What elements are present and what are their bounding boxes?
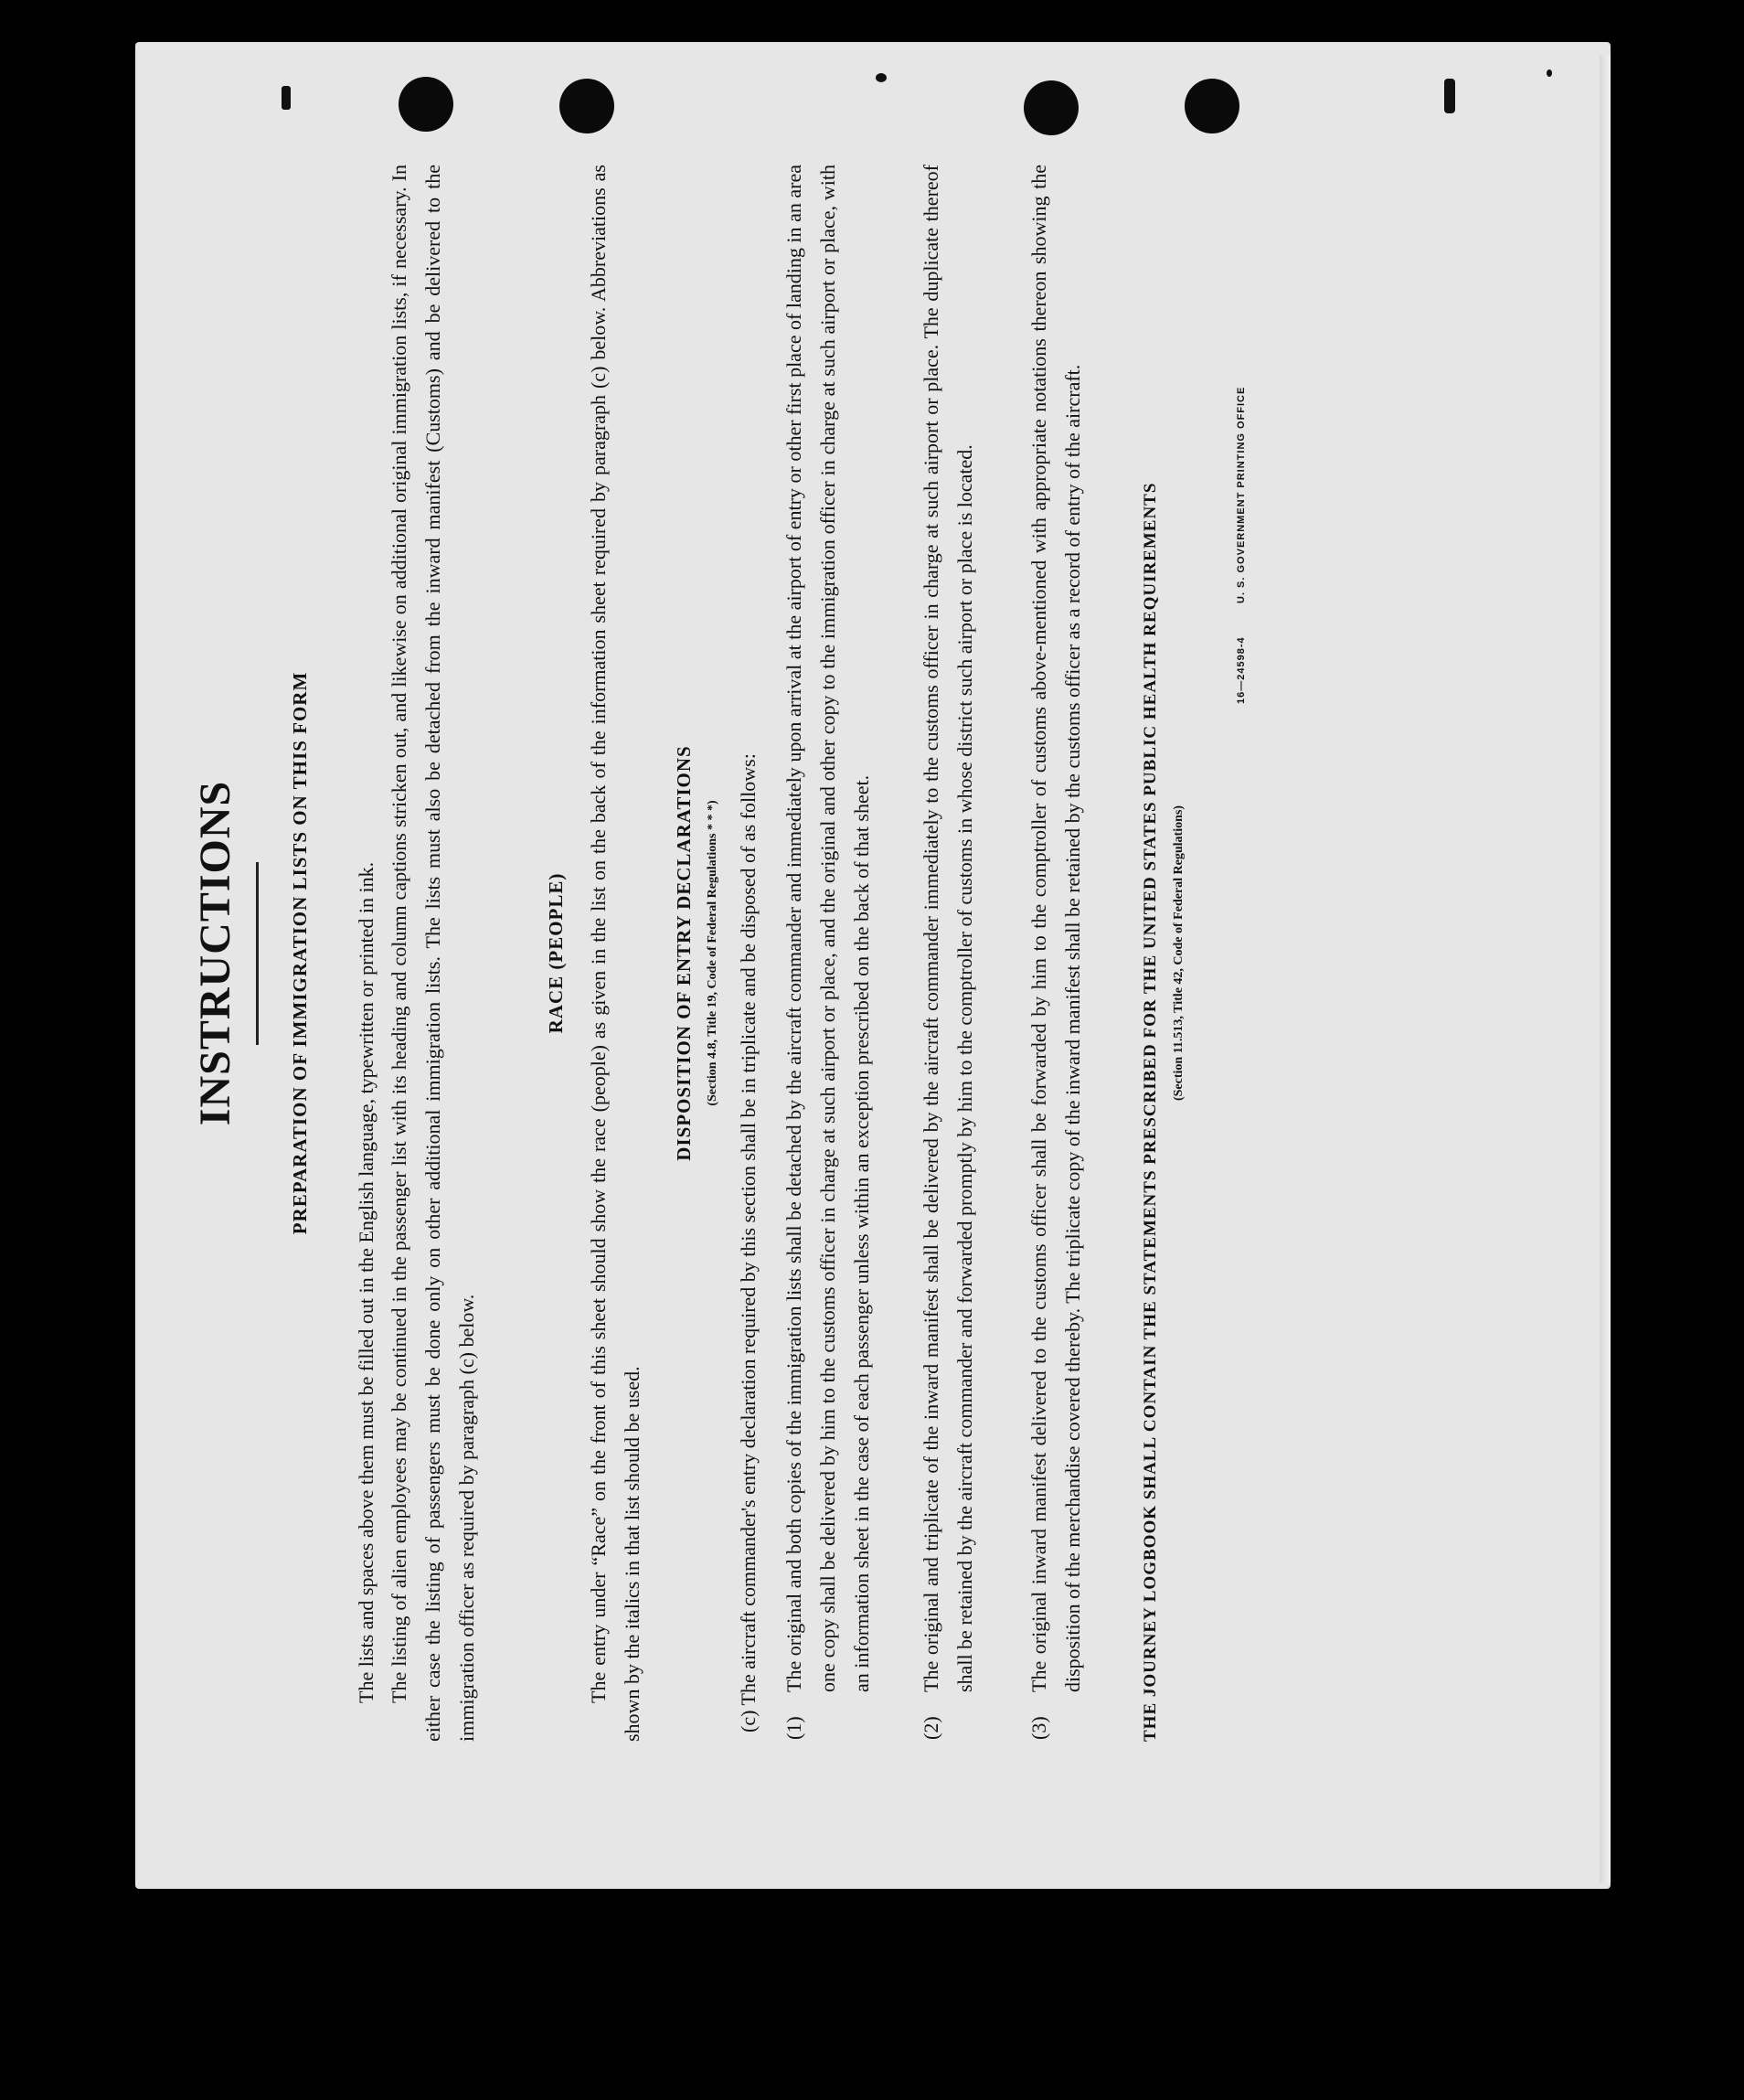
list-item-text: The original and both copies of the immigration lists shall be detached by the aircraft commander and immediately upon arrival at the airport of entry or other first place of landing in an area one copy shall be delivered by him to the customs officer in charge at such airport or place, and the original and other copy to the immigration officer in charge at such airport or place, with an information sheet in the case of each passenger unless within an exception prescribed on the back of that sheet.	[782, 165, 873, 1692]
punch-hole	[1185, 79, 1239, 133]
punch-hole	[1024, 80, 1079, 135]
section-citation: (Section 4.8, Title 19, Code of Federal Regulations * * *)	[706, 800, 719, 1106]
speck	[282, 86, 291, 110]
list-item-number: (1)	[782, 1716, 805, 1740]
list-item-text: The original inward manifest delivered to the customs officer shall be forwarded by him to the comptroller of customs above-mentioned with appropriate notations thereon showing the disposition of the merchandise covered thereby. The triplicate copy of the inward manifest shall be retained by the customs officer as a record of entry of the aircraft.	[1027, 165, 1084, 1692]
footer-statement: THE JOURNEY LOGBOOK SHALL CONTAIN THE STATEMENTS PRESCRIBED FOR THE UNITED STATES PUBLIC HEALTH REQUIREMENTS	[1141, 482, 1160, 1742]
list-item-text: The original and triplicate of the inward manifest shall be delivered by the aircraft commander immediately to the customs officer in charge at such airport or place. The duplicate thereof shall be retained by the aircraft commander and forwarded promptly by him to the comptroller of customs in whose district such airport or place is located.	[920, 165, 976, 1692]
paragraph-alien-employees: The listing of alien employees may be continued in the passenger list with its heading and column captions stricken out, and likewise on additional original immigration lists, if necessary. In either case the listing of passengers must be done only on other additional immigration lists. The lists must also be detached from the inward manifest (Customs) and be delivered to the immigration officer as required by paragraph (c) below.	[388, 165, 478, 1742]
speck	[1444, 79, 1455, 113]
printer-name: U. S. GOVERNMENT PRINTING OFFICE	[1236, 386, 1247, 603]
punch-hole	[399, 77, 453, 132]
print-code: 16—24598-4	[1236, 636, 1247, 704]
footer-citation: (Section 11.513, Title 42, Code of Federal Regulations)	[1172, 805, 1186, 1102]
speck	[1547, 69, 1552, 77]
rotated-content	[174, 165, 1545, 1742]
paragraph-lists-spaces: The lists and spaces above them must be filled out in the English language, typewritten or printed in ink.	[355, 861, 378, 1703]
paragraph-intro-c: (c) The aircraft commander's entry declaration required by this section shall be in triplicate and be disposed of as follows:	[737, 753, 760, 1732]
paragraph-race: The entry under “Race” on the front of this sheet should show the race (people) as given in the list on the back of the information sheet required by paragraph (c) below. Abbreviations as shown by the italics in that list should be used.	[587, 165, 643, 1742]
list-item	[1022, 165, 1090, 1742]
section-heading-race: RACE (PEOPLE)	[545, 872, 567, 1034]
list-item-number: (3)	[1027, 1716, 1050, 1740]
punch-hole	[559, 79, 614, 133]
title-rule	[256, 862, 259, 1045]
list-item-number: (2)	[920, 1716, 942, 1740]
page-title: INSTRUCTIONS	[191, 780, 239, 1126]
list-item	[914, 165, 982, 1742]
speck	[876, 73, 887, 82]
list-item	[777, 165, 878, 1742]
page-edge	[1600, 55, 1611, 1883]
section-heading-disposition: DISPOSITION OF ENTRY DECLARATIONS	[673, 745, 695, 1161]
section-heading-preparation: PREPARATION OF IMMIGRATION LISTS ON THIS FORM	[289, 671, 311, 1235]
